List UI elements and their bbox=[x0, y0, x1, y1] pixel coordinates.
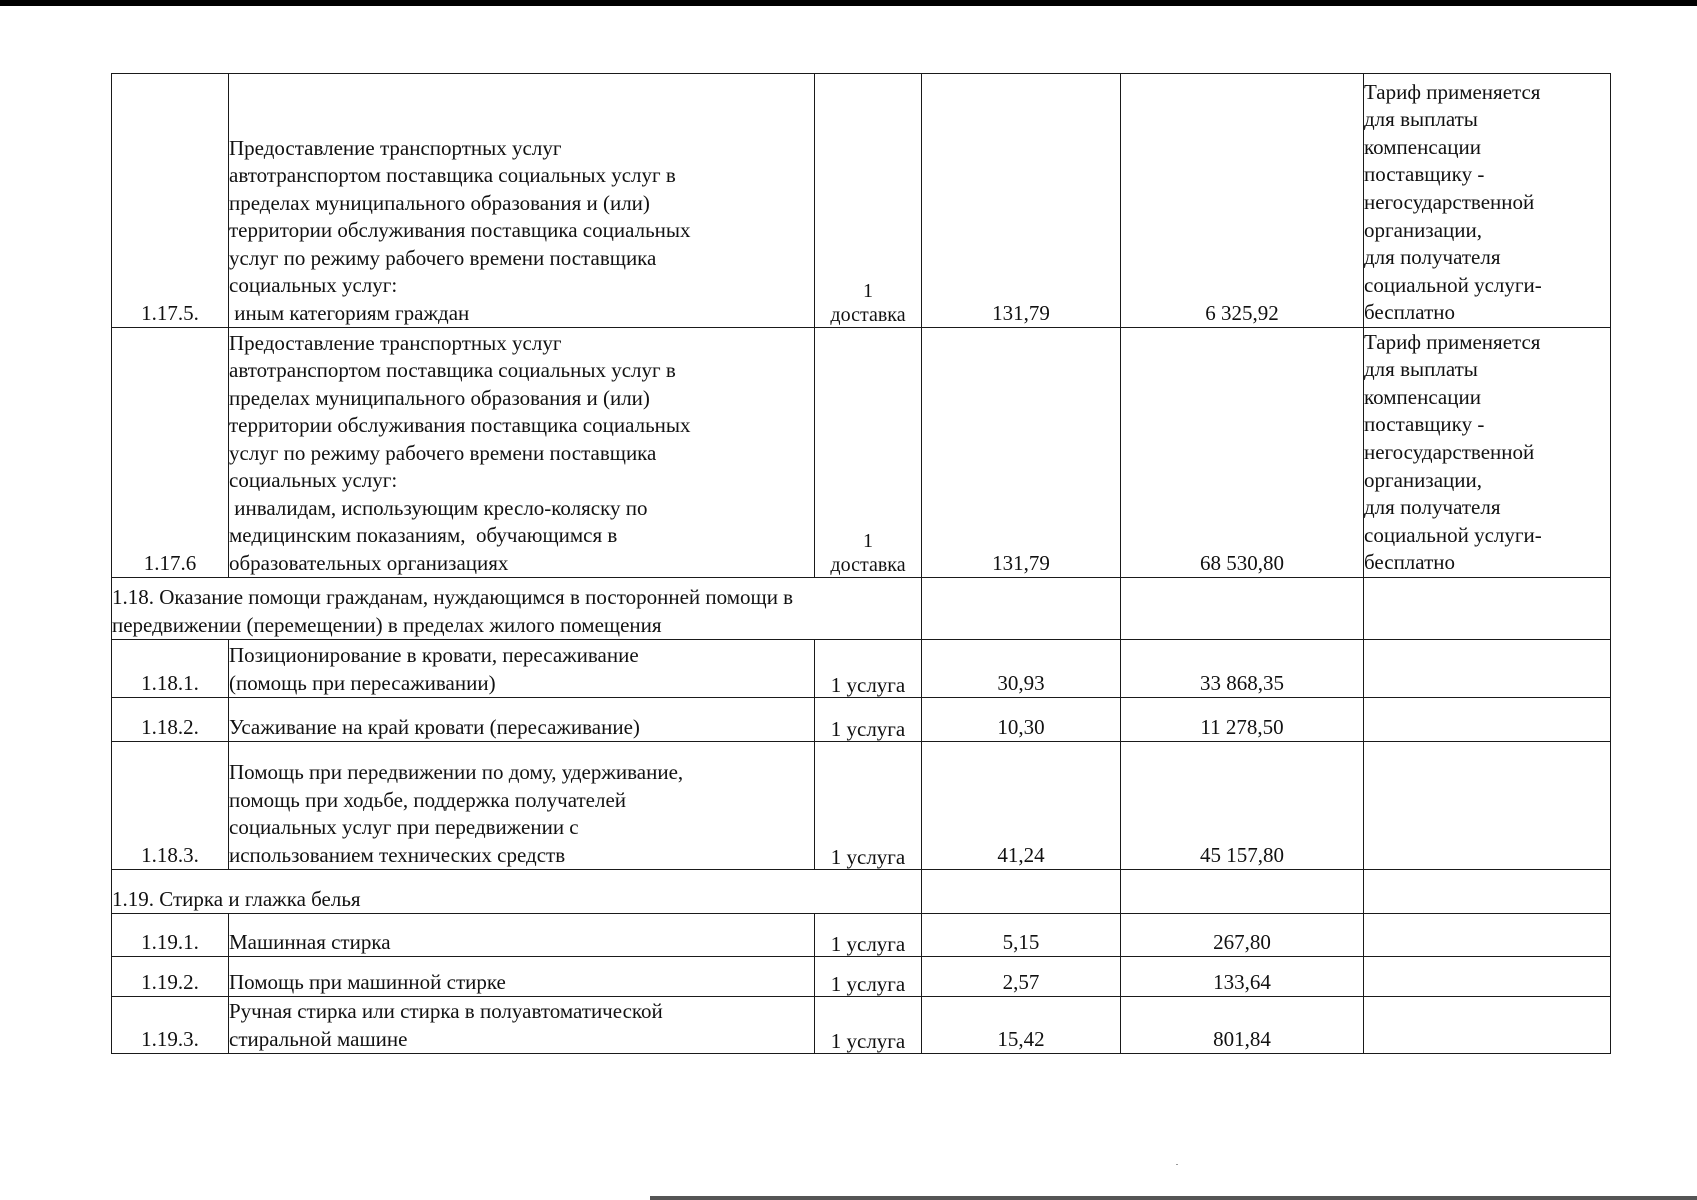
service-unit bbox=[815, 957, 922, 997]
service-volume: 68 530,80 bbox=[1121, 328, 1364, 578]
service-name-line: использованием технических средств bbox=[229, 842, 566, 867]
service-note-line: компенсации bbox=[1364, 384, 1481, 409]
service-name-line: пределах муниципального образования и (или) bbox=[229, 385, 650, 410]
service-unit bbox=[815, 74, 922, 328]
service-unit-line: 1 услуга bbox=[830, 932, 906, 956]
service-unit-line: 1 услуга bbox=[830, 673, 906, 697]
empty-cell bbox=[1364, 698, 1611, 742]
service-note bbox=[1364, 328, 1611, 578]
service-note-line: поставщику - bbox=[1364, 412, 1485, 437]
service-name-line: помощь при ходьбе, поддержка получателей bbox=[229, 787, 627, 812]
service-tariff: 15,42 bbox=[922, 997, 1121, 1054]
service-number: 1.18.1. bbox=[112, 640, 229, 698]
empty-cell bbox=[1121, 578, 1364, 640]
service-name-line: социальных услуг при передвижении с bbox=[229, 815, 579, 839]
section-title-line: 1.18. Оказание помощи гражданам, нуждающимся в посторонней помощи в bbox=[112, 585, 794, 609]
table-row bbox=[112, 640, 1611, 698]
table-row bbox=[112, 997, 1611, 1054]
empty-cell bbox=[1364, 742, 1611, 870]
service-tariff: 10,30 bbox=[922, 698, 1121, 742]
service-number: 1.19.1. bbox=[112, 914, 229, 957]
empty-cell bbox=[1364, 914, 1611, 957]
section-title bbox=[112, 578, 922, 640]
service-name-line: территории обслуживания поставщика социальных bbox=[229, 413, 691, 437]
service-volume: 11 278,50 bbox=[1121, 698, 1364, 742]
service-name-line: (помощь при пересаживании) bbox=[229, 670, 496, 695]
service-name bbox=[229, 742, 815, 870]
service-unit-line: 1 услуга bbox=[830, 717, 906, 741]
service-volume: 33 868,35 bbox=[1121, 640, 1364, 698]
table-row bbox=[112, 698, 1611, 742]
service-unit bbox=[815, 914, 922, 957]
empty-cell bbox=[1121, 870, 1364, 914]
table-row bbox=[112, 914, 1611, 957]
empty-cell bbox=[1364, 640, 1611, 698]
service-note-line: негосударственной bbox=[1364, 190, 1535, 215]
service-number: 1.17.6 bbox=[112, 328, 229, 578]
service-name-line: автотранспортом поставщика социальных услуг в bbox=[229, 163, 676, 187]
service-unit-line: 1 услуга bbox=[830, 1029, 906, 1053]
service-number: 1.18.3. bbox=[112, 742, 229, 870]
service-name-line: Машинная стирка bbox=[229, 929, 391, 954]
empty-cell bbox=[922, 870, 1121, 914]
service-name-line: стиральной машине bbox=[229, 1026, 408, 1051]
service-note-line: организации, bbox=[1364, 217, 1482, 242]
service-name-line: социальных услуг: bbox=[229, 273, 398, 297]
table-row bbox=[112, 74, 1611, 328]
service-name-line: Ручная стирка или стирка в полуавтоматической bbox=[229, 999, 663, 1023]
service-unit-line: 1 услуга bbox=[830, 845, 906, 869]
empty-cell bbox=[1364, 870, 1611, 914]
service-number: 1.17.5. bbox=[112, 74, 229, 328]
service-unit bbox=[815, 698, 922, 742]
scan-speck bbox=[1176, 1164, 1178, 1165]
section-title-line: 1.19. Стирка и глажка белья bbox=[112, 886, 361, 911]
scan-top-edge bbox=[0, 0, 1697, 6]
service-note-line: бесплатно bbox=[1364, 300, 1455, 325]
service-note-line: организации, bbox=[1364, 467, 1482, 492]
service-name-line: Усаживание на край кровати (пересаживание) bbox=[229, 714, 640, 739]
service-name bbox=[229, 997, 815, 1054]
service-tariff: 5,15 bbox=[922, 914, 1121, 957]
service-note bbox=[1364, 74, 1611, 328]
service-number: 1.19.3. bbox=[112, 997, 229, 1054]
service-name-line: Предоставление транспортных услуг bbox=[229, 330, 562, 355]
section-row bbox=[112, 578, 1611, 640]
service-name-line: услуг по режиму рабочего времени поставщика bbox=[229, 440, 657, 465]
service-unit-line: 1 bbox=[863, 530, 873, 552]
table-row bbox=[112, 957, 1611, 997]
service-name bbox=[229, 640, 815, 698]
service-name-line: автотранспортом поставщика социальных услуг в bbox=[229, 358, 676, 382]
service-volume: 133,64 bbox=[1121, 957, 1364, 997]
section-title-line: передвижении (перемещении) в пределах жилого помещения bbox=[112, 612, 662, 637]
service-tariff: 131,79 bbox=[922, 328, 1121, 578]
service-number: 1.18.2. bbox=[112, 698, 229, 742]
service-volume: 801,84 bbox=[1121, 997, 1364, 1054]
service-note-line: поставщику - bbox=[1364, 162, 1485, 187]
service-note-line: компенсации bbox=[1364, 134, 1481, 159]
service-unit bbox=[815, 640, 922, 698]
service-name-line: образовательных организациях bbox=[229, 550, 509, 575]
service-tariff: 30,93 bbox=[922, 640, 1121, 698]
service-unit-line: доставка bbox=[830, 554, 906, 576]
service-volume: 267,80 bbox=[1121, 914, 1364, 957]
service-name-line: Предоставление транспортных услуг bbox=[229, 135, 562, 160]
service-unit-line: доставка bbox=[830, 304, 906, 326]
service-name-line: Помощь при передвижении по дому, удерживание, bbox=[229, 760, 684, 784]
empty-cell bbox=[1364, 957, 1611, 997]
service-tariff: 41,24 bbox=[922, 742, 1121, 870]
table-row bbox=[112, 328, 1611, 578]
section-row bbox=[112, 870, 1611, 914]
service-name-line: Позиционирование в кровати, пересаживание bbox=[229, 643, 639, 667]
service-unit-line: 1 услуга bbox=[830, 972, 906, 996]
service-unit bbox=[815, 328, 922, 578]
service-tariff: 131,79 bbox=[922, 74, 1121, 328]
service-name-line: услуг по режиму рабочего времени поставщика bbox=[229, 245, 657, 270]
service-note-line: для получателя bbox=[1364, 245, 1501, 270]
table-row bbox=[112, 742, 1611, 870]
service-name bbox=[229, 74, 815, 328]
service-unit bbox=[815, 742, 922, 870]
scan-bottom-edge bbox=[650, 1196, 1697, 1200]
service-name-line: социальных услуг: bbox=[229, 468, 398, 492]
empty-cell bbox=[1364, 578, 1611, 640]
service-note-line: социальной услуги- bbox=[1364, 522, 1542, 547]
service-name bbox=[229, 328, 815, 578]
service-name-line: Помощь при машинной стирке bbox=[229, 969, 506, 994]
service-note-line: Тариф применяется bbox=[1364, 79, 1541, 104]
service-note-line: для выплаты bbox=[1364, 357, 1478, 382]
service-name bbox=[229, 914, 815, 957]
empty-cell bbox=[922, 578, 1121, 640]
service-unit bbox=[815, 997, 922, 1054]
service-note-line: социальной услуги- bbox=[1364, 272, 1542, 297]
service-note-line: негосударственной bbox=[1364, 440, 1535, 465]
service-name-line: пределах муниципального образования и (или) bbox=[229, 190, 650, 215]
service-tariff: 2,57 bbox=[922, 957, 1121, 997]
service-note-line: Тариф применяется bbox=[1364, 329, 1541, 354]
service-name bbox=[229, 698, 815, 742]
section-title bbox=[112, 870, 922, 914]
service-volume: 6 325,92 bbox=[1121, 74, 1364, 328]
service-note-line: для выплаты bbox=[1364, 107, 1478, 132]
service-note-line: бесплатно bbox=[1364, 550, 1455, 575]
service-name-line: инвалидам, использующим кресло-коляску по bbox=[229, 495, 648, 520]
service-name-line: медицинским показаниям, обучающимся в bbox=[229, 523, 618, 547]
empty-cell bbox=[1364, 997, 1611, 1054]
service-name bbox=[229, 957, 815, 997]
service-name-line: иным категориям граждан bbox=[229, 300, 470, 325]
service-note-line: для получателя bbox=[1364, 495, 1501, 520]
service-name-line: территории обслуживания поставщика социальных bbox=[229, 218, 691, 242]
service-number: 1.19.2. bbox=[112, 957, 229, 997]
service-volume: 45 157,80 bbox=[1121, 742, 1364, 870]
service-unit-line: 1 bbox=[863, 280, 873, 302]
tariff-table bbox=[111, 73, 1611, 1054]
